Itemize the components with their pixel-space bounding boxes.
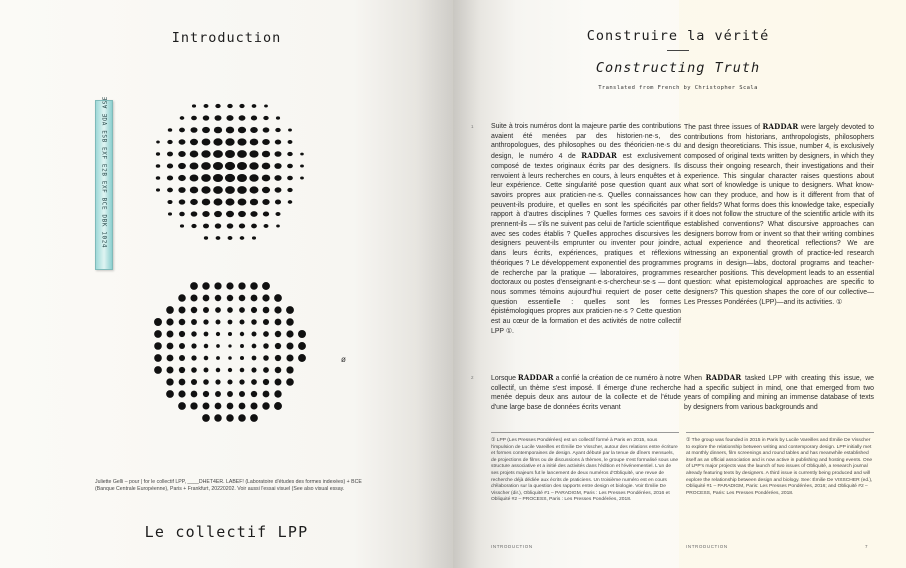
halftone-dot: [274, 294, 282, 302]
halftone-dot: [203, 307, 209, 313]
halftone-dot: [154, 318, 162, 326]
french-paragraph-2: Lorsque RADDAR a confié la création de ce numéro à notre collectif, un thème s'est imposé. Il émerge d'une recherche menée depuis deux ans autour de la collecte et de l'étude d'une large base de données écrits venant: [491, 373, 681, 412]
halftone-dot: [178, 294, 186, 302]
halftone-dot: [274, 175, 281, 181]
halftone-dot: [262, 294, 269, 301]
halftone-dot: [237, 186, 247, 194]
halftone-dot: [215, 307, 221, 313]
halftone-dot: [275, 200, 281, 205]
title-english: Constructing Truth: [595, 60, 761, 76]
halftone-dot: [190, 294, 197, 301]
halftone-dot: [191, 331, 196, 336]
halftone-dot: [225, 198, 234, 205]
halftone-dot: [250, 211, 257, 217]
halftone-dot: [275, 319, 282, 326]
halftone-dot: [275, 343, 281, 349]
halftone-dot: [237, 138, 246, 145]
halftone-dot: [191, 116, 197, 121]
halftone-dot: [225, 186, 235, 194]
halftone-dot: [276, 116, 280, 119]
halftone-dot: [225, 174, 235, 182]
halftone-dot: [240, 236, 245, 240]
halftone-dot: [167, 200, 172, 204]
halftone-dot: [286, 306, 294, 314]
halftone-dot: [250, 186, 259, 193]
halftone-dot: [179, 355, 185, 361]
halftone-dot: [178, 390, 185, 397]
halftone-dot: [215, 115, 222, 121]
cd-spine-text: ƎSⱯ ƎDA ESB EXF E2B EXF BCE DBK 1024: [100, 96, 108, 249]
halftone-dot: [263, 211, 269, 216]
raddar-wordmark: RADDAR: [581, 151, 618, 161]
halftone-dot: [239, 104, 244, 108]
halftone-dot: [225, 162, 235, 170]
halftone-dot: [191, 343, 196, 348]
halftone-dot: [191, 355, 196, 360]
halftone-dot: [240, 356, 244, 360]
halftone-dot: [264, 104, 268, 107]
halftone-dot: [249, 150, 258, 157]
halftone-dot: [204, 368, 209, 373]
translator-credit: Translated from French by Christopher Scala: [598, 85, 758, 91]
dot-pattern-bottom: [128, 250, 328, 450]
dot-pattern-top: [128, 70, 328, 270]
paragraph-marker: 1: [471, 124, 474, 129]
footnote-rule: [491, 432, 679, 433]
halftone-dot: [288, 140, 293, 144]
halftone-dot: [215, 295, 221, 301]
halftone-dot: [262, 139, 270, 145]
halftone-dot: [226, 282, 233, 289]
running-footer-left: INTRODUCTION: [491, 544, 533, 549]
halftone-dot: [203, 115, 210, 120]
halftone-dot: [239, 319, 244, 324]
halftone-dot: [227, 403, 234, 410]
halftone-dot: [238, 282, 245, 289]
paragraph-marker: 2: [471, 375, 474, 380]
halftone-dot: [251, 391, 257, 397]
halftone-dot: [286, 366, 293, 373]
cd-case-image: [95, 96, 113, 270]
halftone-dot: [288, 200, 293, 204]
halftone-dot: [263, 379, 269, 385]
halftone-dot: [179, 139, 186, 144]
halftone-dot: [179, 331, 185, 337]
halftone-dot: [252, 236, 256, 239]
halftone-dot: [262, 151, 270, 158]
halftone-dot: [249, 162, 258, 170]
halftone-dot: [298, 354, 306, 362]
halftone-dot: [166, 318, 173, 325]
halftone-dot: [215, 104, 220, 108]
halftone-dot: [262, 163, 271, 170]
halftone-dot: [275, 379, 282, 386]
halftone-dot: [214, 414, 222, 422]
halftone-dot: [203, 391, 209, 397]
english-paragraph-2: When RADDAR tasked LPP with creating this issue, we had a specific subject in mind, one that emerged from two years of compiling and mining an immense database of texts by designers from various backgrounds and: [684, 373, 875, 412]
halftone-dot: [191, 379, 197, 385]
halftone-dot: [275, 187, 282, 192]
halftone-dot: [263, 355, 269, 361]
halftone-dot: [228, 332, 232, 336]
english-paragraph-1: The past three issues of RADDAR were largely devoted to contributions from historians, anthropologists, philosophers and design theoreticians. This issue, number 4, is exclusively composed of original texts written by designers, in which they discuss their ongoing research, their investigations and their experience. This singular character raises questions about what sort of knowledge is unique to designers. What know-how can they produce, and how is it different from that of other fields? What forms does this knowledge take, especially if it does not follow the structure of the scientific article with its established conventions? What discursive approaches can designers borrow from or invent so that their writing combines actual experience and theoretical reflections? We are witnessing an exponential growth of practice-led research programs in design—labs, doctoral programs and teacher-researcher positions. This development leads to an essential question: what epistemological approaches are specific to designers? This question shapes the core of our collective—Les Presses Pondérées (LPP)—and its activities. ①: [684, 122, 874, 306]
section-title: Le collectif LPP: [144, 523, 309, 541]
halftone-dot: [228, 356, 232, 360]
halftone-dot: [156, 164, 161, 168]
halftone-dot: [298, 330, 306, 338]
halftone-dot: [252, 356, 257, 361]
halftone-dot: [228, 236, 233, 240]
halftone-dot: [179, 128, 185, 133]
halftone-dot: [227, 379, 232, 384]
halftone-dot: [239, 403, 246, 410]
halftone-dot: [275, 139, 281, 144]
halftone-dot: [203, 379, 209, 385]
halftone-dot: [262, 402, 269, 409]
halftone-dot: [240, 368, 245, 373]
halftone-dot: [191, 367, 197, 373]
page-number: 7: [865, 544, 869, 549]
halftone-dot: [228, 368, 232, 372]
halftone-dot: [263, 319, 269, 325]
title-divider: [667, 50, 689, 51]
halftone-dot: [239, 307, 245, 313]
halftone-dot: [300, 153, 304, 156]
footnote-rule: [686, 432, 874, 433]
halftone-dot: [202, 282, 209, 289]
halftone-dot: [263, 116, 268, 120]
halftone-dot: [203, 403, 210, 410]
halftone-dot: [286, 378, 294, 386]
halftone-dot: [213, 150, 223, 158]
halftone-dot: [167, 140, 172, 144]
right-page: [453, 0, 906, 568]
halftone-dot: [178, 402, 186, 410]
halftone-dot: [214, 127, 222, 134]
halftone-dot: [167, 176, 173, 181]
halftone-dot: [250, 127, 258, 133]
halftone-dot: [239, 223, 245, 228]
halftone-dot: [237, 150, 247, 158]
halftone-dot: [203, 224, 209, 229]
halftone-dot: [263, 367, 269, 373]
halftone-dot: [202, 138, 211, 145]
halftone-dot: [166, 378, 173, 385]
halftone-dot: [262, 187, 270, 193]
halftone-dot: [178, 163, 186, 169]
halftone-dot: [190, 199, 198, 205]
halftone-dot: [286, 342, 293, 349]
halftone-dot: [216, 332, 220, 336]
halftone-dot: [202, 127, 210, 133]
halftone-dot: [238, 414, 246, 422]
halftone-dot: [238, 198, 247, 205]
halftone-dot: [216, 344, 220, 348]
halftone-dot: [287, 152, 292, 156]
title-french: Construire la vérité: [586, 28, 770, 44]
halftone-dot: [204, 236, 208, 239]
halftone-dot: [154, 354, 162, 362]
halftone-dot: [178, 187, 185, 193]
halftone-dot: [263, 391, 270, 398]
halftone-dot: [204, 332, 209, 337]
halftone-dot: [251, 115, 257, 120]
halftone-dot: [228, 344, 231, 347]
halftone-dot: [251, 379, 257, 385]
halftone-dot: [287, 164, 293, 169]
halftone-dot: [240, 344, 244, 348]
halftone-dot: [274, 306, 281, 313]
halftone-dot: [179, 212, 185, 216]
halftone-dot: [167, 188, 173, 193]
halftone-dot: [263, 343, 269, 349]
halftone-dot: [167, 355, 174, 362]
halftone-dot: [178, 306, 185, 313]
halftone-dot: [156, 188, 160, 191]
phi-symbol: ø: [341, 355, 346, 364]
halftone-dot: [275, 212, 280, 216]
halftone-dot: [204, 344, 208, 348]
halftone-dot: [213, 174, 223, 182]
image-caption: Juliette Gelli – pour | for le collectif LPP, ____DHET4ER. LABEF! (Laboratoire d'études des formes indexées) + BCE (Banque Centrale Européenne), Paris + Frankfurt, 20220202. Voir aussi l'essai visuel (See also visual essay.: [95, 479, 362, 492]
halftone-dot: [287, 188, 292, 192]
halftone-dot: [192, 104, 196, 107]
halftone-dot: [262, 282, 270, 290]
halftone-dot: [250, 402, 257, 409]
halftone-dot: [202, 211, 209, 217]
halftone-dot: [156, 152, 160, 155]
halftone-dot: [167, 152, 173, 157]
halftone-dot: [300, 176, 304, 179]
halftone-dot: [250, 282, 258, 290]
halftone-dot: [239, 379, 244, 384]
running-footer-right: INTRODUCTION: [686, 544, 728, 549]
halftone-dot: [191, 224, 196, 228]
halftone-dot: [191, 391, 198, 398]
halftone-dot: [237, 162, 247, 170]
halftone-dot: [191, 211, 198, 216]
halftone-dot: [228, 320, 233, 325]
halftone-dot: [264, 224, 269, 228]
halftone-dot: [167, 163, 173, 168]
halftone-dot: [275, 355, 281, 361]
halftone-dot: [190, 187, 198, 194]
halftone-dot: [190, 282, 198, 290]
halftone-dot: [275, 331, 281, 337]
halftone-dot: [154, 366, 162, 374]
halftone-dot: [239, 391, 245, 397]
halftone-dot: [287, 176, 293, 181]
halftone-dot: [204, 104, 209, 108]
halftone-dot: [168, 212, 172, 215]
halftone-dot: [216, 320, 221, 325]
halftone-dot: [191, 319, 197, 325]
halftone-dot: [203, 319, 208, 324]
halftone-dot: [298, 342, 306, 350]
halftone-dot: [227, 307, 233, 313]
halftone-dot: [167, 331, 174, 338]
halftone-dot: [213, 138, 222, 145]
halftone-dot: [274, 390, 281, 397]
halftone-dot: [251, 319, 257, 325]
halftone-dot: [214, 211, 222, 217]
halftone-dot: [202, 199, 210, 206]
halftone-dot: [288, 128, 292, 131]
halftone-dot: [201, 186, 210, 193]
footnote-english: ① The group was founded in 2015 in Paris by Lucile Vareilles and Émilie De Visscher to explore the relationship between writing and contemporary design. LPP initially met at monthly dinners, film screenings and round tables and has meanwhile established itself as an official association and is now active in publishing and hosting events. One of LPP's major projects was the launch of two issues of Obliquité, a research journal already featuring texts by designers. A third issue is currently being produced and will explore the relationship between design and biology. See: Émilie De VISSCHER (ed.), Obliquité #1 – PARADIGM, Paris: Les Presses Pondérées, 2016; and Obliquité #2 – PROCESS, Paris: Les Presses Pondérées, 2018.: [686, 438, 873, 496]
page-heading: Introduction: [171, 30, 282, 46]
halftone-dot: [179, 367, 185, 373]
halftone-dot: [238, 127, 246, 134]
halftone-dot: [168, 128, 172, 132]
halftone-dot: [190, 402, 197, 409]
halftone-dot: [251, 307, 257, 313]
halftone-dot: [286, 318, 293, 325]
halftone-dot: [239, 295, 246, 302]
halftone-dot: [201, 162, 211, 170]
halftone-dot: [215, 379, 220, 384]
halftone-dot: [216, 236, 221, 240]
halftone-dot: [226, 414, 233, 421]
halftone-dot: [179, 379, 186, 386]
halftone-dot: [204, 356, 209, 361]
halftone-dot: [250, 139, 259, 146]
halftone-dot: [190, 162, 199, 169]
halftone-dot: [201, 174, 211, 182]
halftone-dot: [179, 199, 186, 204]
halftone-dot: [214, 282, 221, 289]
halftone-dot: [215, 403, 222, 410]
halftone-dot: [190, 151, 199, 158]
halftone-dot: [251, 367, 256, 372]
halftone-dot: [216, 356, 220, 360]
raddar-wordmark: RADDAR: [762, 122, 799, 131]
halftone-dot: [213, 186, 223, 194]
halftone-dot: [191, 307, 197, 313]
halftone-dot: [225, 138, 234, 145]
halftone-dot: [166, 306, 174, 314]
halftone-dot: [178, 151, 185, 157]
halftone-dot: [179, 319, 186, 326]
halftone-dot: [190, 174, 199, 181]
halftone-dot: [156, 176, 160, 180]
halftone-dot: [250, 199, 258, 206]
halftone-dot: [262, 199, 269, 205]
halftone-dot: [166, 390, 174, 398]
halftone-dot: [237, 174, 247, 182]
halftone-dot: [201, 150, 210, 158]
halftone-dot: [227, 104, 232, 108]
halftone-dot: [227, 223, 234, 228]
halftone-dot: [263, 307, 270, 314]
halftone-dot: [214, 198, 223, 205]
halftone-dot: [216, 368, 220, 372]
halftone-dot: [178, 175, 186, 181]
halftone-dot: [238, 211, 246, 217]
halftone-dot: [226, 211, 234, 217]
halftone-dot: [251, 224, 257, 229]
halftone-dot: [215, 391, 221, 397]
halftone-dot: [240, 332, 244, 336]
halftone-dot: [213, 162, 223, 170]
halftone-dot: [286, 354, 293, 361]
halftone-dot: [202, 414, 210, 422]
halftone-dot: [249, 174, 258, 182]
halftone-dot: [166, 366, 173, 373]
halftone-dot: [300, 164, 304, 167]
halftone-dot: [286, 330, 293, 337]
halftone-dot: [250, 414, 258, 422]
french-paragraph-1: Suite à trois numéros dont la majeure partie des contributions avaient été menées par des historien·ne·s, des anthropologues, des philosophes ou des théoricien·ne·s du design, le numéro 4 de RADDAR est exclusivement composé de textes originaux écrits par des designers. Ils renvoient à leurs recherches en cours, à leurs enquêtes et à leur expérience. Cette singularité pose question quant aux savoirs propres aux praticien·ne·s. Quelles connaissances peuvent-ils produire, et quelles en sont les spécificités par rapport à d'autres disciplines ? Quelles formes ces savoirs prennent-ils — s'ils ne suivent pas celui de l'article scientifique avec ses codes établis ? Quelles approches discursives les designers peuvent-ils emprunter ou inventer pour joindre, dans leurs écrits, expériences, pratiques et réflexions théoriques ? Le développement exponentiel des programmes de recherche par la pratique — laboratoires, programmes doctoraux ou postes d'enseignant·e·s-chercheur·se·s — dont nous sommes témoins aujourd'hui requiert de poser cette question essentielle : quelles sont les formes épistémologiques propres aux praticien·ne·s ? Cette question est au cœur de la formation et des activités de notre collectif LPP ①.: [491, 123, 681, 335]
halftone-dot: [275, 128, 280, 132]
halftone-dot: [190, 139, 198, 145]
halftone-dot: [274, 402, 282, 410]
halftone-dot: [226, 115, 233, 121]
halftone-dot: [154, 342, 162, 350]
halftone-dot: [263, 331, 269, 337]
halftone-dot: [154, 330, 162, 338]
halftone-dot: [156, 141, 160, 144]
raddar-wordmark: RADDAR: [517, 373, 554, 382]
halftone-dot: [225, 150, 235, 158]
halftone-dot: [276, 225, 280, 228]
raddar-wordmark: RADDAR: [705, 373, 742, 382]
halftone-dot: [179, 343, 185, 349]
halftone-dot: [215, 223, 221, 228]
halftone-dot: [180, 224, 184, 227]
halftone-dot: [252, 332, 257, 337]
halftone-dot: [227, 295, 233, 301]
halftone-dot: [275, 367, 282, 374]
halftone-dot: [251, 295, 258, 302]
halftone-dot: [252, 104, 257, 108]
halftone-dot: [262, 175, 270, 182]
halftone-dot: [252, 344, 257, 349]
footnote-french: ① LPP (Les Presses Pondérées) est un collectif formé à Paris en 2015, sous l'impulsion de Lucile Vareilles et Émilie De Visscher, autour des relations entre écriture et formes contemporaines de design. Ayant débuté par la tenue de dîners mensuels, de projections de films ou de discussions à thèmes, le groupe s'est formalisé sous une structure associative et a initié des activités dans l'édition et l'événementiel. L'un de ses projets majeurs fut le lancement de deux numéros d'Obliquité, une revue de recherche déjà dédiée aux écrits de praticiens. Un troisième numéro est en cours d'élaboration sur la question des rapports entre design et biologie. Voir Émilie De Visscher (dir.), Obliquité #1 – PARADIGM, Paris : Les Presses Pondérées, 2016 et Obliquité #2 – PROCESS, Paris : Les Presses Pondérées, 2018.: [491, 438, 679, 503]
halftone-dot: [190, 127, 197, 133]
halftone-dot: [274, 151, 281, 157]
halftone-dot: [203, 295, 210, 302]
halftone-dot: [239, 115, 246, 120]
halftone-dot: [167, 343, 174, 350]
halftone-dot: [227, 391, 233, 397]
halftone-dot: [180, 116, 185, 120]
halftone-dot: [226, 127, 234, 134]
halftone-dot: [274, 163, 281, 169]
halftone-dot: [263, 127, 270, 132]
